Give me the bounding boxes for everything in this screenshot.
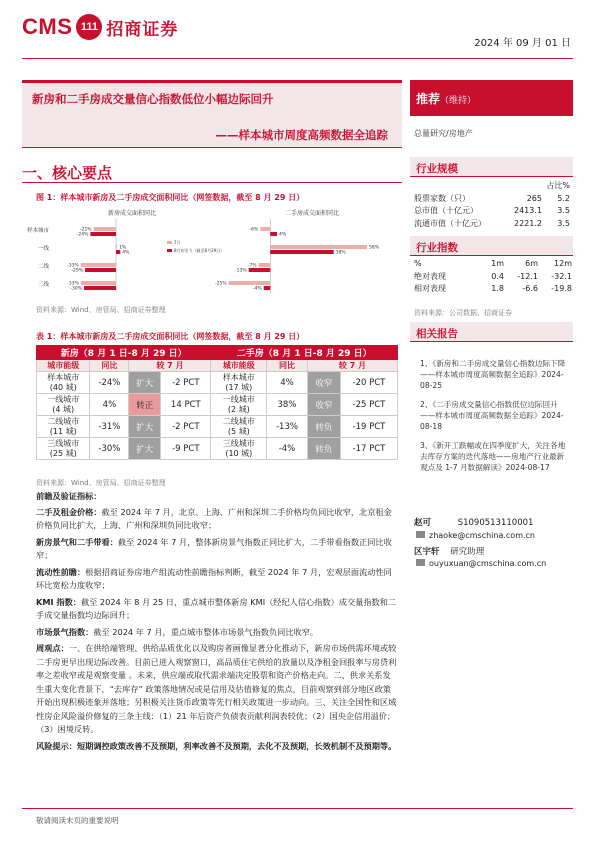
analyst1-id: S1090513110001 [457,518,534,528]
analyst2-name: 区宇轩 [414,547,440,557]
bar-aug [84,286,116,290]
index-cell: -19.8 [551,284,572,293]
rating-label: 推荐 [416,92,441,106]
category-label: 二线 [37,264,49,270]
p5-label: 市场景气指数： [36,626,94,637]
yoy-table [36,345,398,460]
charts-svg [22,205,402,300]
industry-row [414,218,572,231]
bar-aug [116,250,120,254]
subhead-indicators: 前瞻及验证指标： [36,491,102,501]
analyst2-email[interactable]: ouyuxuan@cmschina.com.cn [429,559,547,568]
pct-label: 占比% [546,181,570,190]
bar-jul [116,245,117,249]
table-source: 资料来源：Wind、房管局、招商证券整理 [36,479,166,487]
industry-row [414,193,572,206]
cell-sec-city: 三线城市 (10 城) [211,438,267,460]
industry-pct: 3.5 [557,218,570,228]
category-label: 一线 [37,246,49,252]
section-divider [22,182,402,183]
index-cell: -12.1 [517,271,538,281]
cell-sec-yoy: 38% [267,394,308,416]
th-yoy: 同比 [90,360,129,372]
analyst1-email[interactable]: zhaoke@cmschina.com.cn [429,531,535,540]
p2-label: 新房景气和二手带看： [36,536,118,547]
figure-caption: 图 1：样本城市新房及二手房成交面积同比（网签数据，截至 8 月 29 日） [36,193,305,202]
index-cell: -32.1 [551,271,572,281]
index-cell: -6.6 [522,284,538,293]
report-link[interactable]: 3、《新开工跌幅或在四季度扩大，关注各地去库存方案的迭代落地——房地产行业最新观点及 1-7 月数据解读》2024-08-17 [420,441,566,472]
cell-new-pct: -2 PCT [161,416,211,438]
data-label: 4% [122,250,130,256]
cell-sec-pct: -20 PCT [340,372,397,394]
cell-sec-trend: 转负 [307,438,340,460]
data-label: -29% [71,268,84,274]
analyst-1 [414,516,533,528]
report-title: 新房和二手房成交量信心指数低位小幅边际回升 [32,92,274,106]
bar-jul [260,227,270,231]
data-label: -6% [249,227,259,233]
index-header [414,258,572,271]
th-vs: 较 7 月 [307,360,397,372]
industry-heading: 行业规模 [410,157,573,177]
p5-text: 截至 2024 年 7 月，重点城市整体市场景气指数负同比收窄。 [93,626,319,637]
legend-swatch [167,241,172,244]
industry-value: 2221.2 [514,218,542,228]
index-cell: 相对表现 [414,284,446,293]
th-city: 城市能级 [37,360,90,372]
index-heading: 行业指数 [410,236,573,256]
chart-title: 二手房成交面积同比 [284,210,340,217]
data-label: -33% [67,263,79,269]
report-date: 2024 年 09 月 01 日 [474,38,571,49]
table-row [37,372,398,394]
index-cell: 绝对表现 [414,271,446,281]
section-heading: 一、核心要点 [22,164,113,182]
legend-swatch [167,249,172,252]
report-link[interactable]: 2、《二手房成交量信心指数低位边际回升——样本城市周度高频数据全追踪》2024-08-18 [420,400,564,431]
analyst2-email-row[interactable] [416,559,546,568]
data-label: 4% [279,232,287,238]
email-icon [416,531,425,538]
cell-new-city: 一线城市 (4 城) [37,394,90,416]
email-icon [416,559,425,566]
index-head-cell: 6m [525,259,538,268]
data-label: -7% [247,263,257,269]
cell-new-trend: 扩大 [129,416,161,438]
index-cell: 0.4 [491,271,504,281]
data-label: 38% [335,250,346,256]
cell-new-city: 二线城市 (11 城) [37,416,90,438]
p3-label: 流动性前瞻： [36,566,86,577]
cell-sec-yoy: 4% [267,372,308,394]
rating-category: 总量研究/房地产 [414,129,473,138]
category-label: 样本城市 [26,228,49,234]
cell-sec-city: 二线城市 (5 城) [211,416,267,438]
p3-text: 根据招商证券房地产组流动性前瞻指标判断，截至 2024 年 7 月，宏观层面流动性同环比宽松力度收窄； [36,566,392,590]
index-cell: 1.8 [491,284,504,293]
index-stats [414,258,572,296]
cell-new-yoy: -24% [90,372,129,394]
company-logo [22,14,178,40]
reports-heading: 相关报告 [410,322,573,342]
bar-jul [229,281,271,285]
footer-divider [22,808,573,809]
figure-source: 资料来源：Wind、房管局、招商证券整理 [36,306,166,314]
cell-new-trend: 扩大 [129,438,161,460]
data-label: 1% [119,245,127,251]
data-label: -21% [79,227,92,233]
table-caption: 表 1：样本城市新房及二手房成交面积同比（网签数据，截至 8 月 29 日） [36,332,305,341]
p7-label: 风险提示： [36,740,77,751]
index-head-cell: 12m [554,259,572,268]
data-label: -30% [70,286,82,292]
bar-jul [81,263,116,267]
p7-text: 短期调控政策改善不及预期，利率改善不及预期，去化不及预期，长效机制不及预期等。 [76,740,397,751]
data-label: 58% [369,245,380,251]
p1-label: 二手及租金价格： [36,506,102,517]
cell-sec-city: 样本城市 (17 城) [211,372,267,394]
p6-text: 一、在供给端管理、供给品质优化以及购房者画像显著分化推动下，新房市场供需环境或较二手房更早出现边际改善。目前已进入观察窗口，高品质住宅供给的放量以及净租金回报率与房贷利率之差收窄或是观察变量 。未来，供应端或取代需求端决定股票和资产价格走向。二、供求关系发生重大变化背景下，“去库存” 政策落地情况或是信用及估值修复的焦点，目前观察到部分地区政策开始出现积极迹象并落地；另积极关注货币政策等先行相关政策进一步动向。三、关注全国性和区域性房企风险溢价修复的三条主线：（1）21 年后资产负债表贡献利润表较优；（2）国央企信用溢价；（3）困境反转。 [36,643,397,734]
industry-key: 总市值（十亿元） [414,206,478,215]
cell-sec-yoy: -13% [267,416,308,438]
report-subtitle: ——样本城市周度高频数据全追踪 [215,128,388,142]
cell-new-city: 三线城市 (25 城) [37,438,90,460]
th-yoy: 同比 [267,360,308,372]
rating-sub: （维持） [440,96,477,106]
industry-value: 265 [526,193,542,203]
cell-sec-trend: 收窄 [307,372,340,394]
cell-new-city: 样本城市 (40 城) [37,372,90,394]
index-head-cell: 1m [491,259,504,268]
analyst1-email-row[interactable] [416,531,535,540]
th-city: 城市能级 [211,360,267,372]
footer-note: 敬请阅读末页的重要说明 [36,816,119,825]
bar-jul [259,263,271,267]
legend-label: 8月初至今（截至8月29日） [174,248,225,253]
data-label: -33% [67,281,79,287]
cell-new-pct: -2 PCT [161,372,211,394]
header-divider [22,58,573,59]
cell-sec-yoy: -4% [267,438,308,460]
cell-sec-pct: -25 PCT [340,394,397,416]
data-label: -24% [76,232,89,238]
p6-label: 周观点： [36,643,69,653]
industry-value: 2413.1 [514,206,542,215]
report-link[interactable]: 1、《新房和二手房成交量信心指数边际下降——样本城市周度高频数据全追踪》2024-08-25 [420,359,566,390]
industry-stats [414,180,572,230]
index-source: 资料来源：公司数据、招商证券 [414,309,512,317]
bar-jul [270,245,367,249]
data-label: -25% [215,281,227,287]
index-row [414,271,572,284]
logo-cms: CMS [22,14,73,39]
p4-label: KMI 指数： [36,596,81,607]
p4-text: 截至 2024 年 8 月 25 日，重点城市整体新房 KMI（经纪人信心指数）成交量指数和二手成交量指数均边际回升； [36,596,397,620]
th-vs: 较 7 月 [129,360,211,372]
legend-label: 7月 [174,240,181,245]
cell-sec-pct: -19 PCT [340,416,397,438]
data-label: -13% [235,268,247,274]
analyst2-role: 研究助理 [450,547,485,557]
table-row [37,394,398,416]
cell-sec-trend: 转负 [307,416,340,438]
p1-text: 截至 2024 年 7 月，北京、上海、广州和深圳二手价格均负同比收窄，北京租金价格负同比扩大，上海、广州和深圳负同比收窄； [36,506,392,530]
body-text [36,490,398,753]
industry-key: 股票家数（只） [414,193,470,203]
logo-circle-icon: 111 [76,14,102,40]
bar-aug [264,286,271,290]
bar-aug [270,250,333,254]
cell-sec-city: 一线城市 (2 城) [211,394,267,416]
bar-jul [94,227,116,231]
index-row [414,283,572,296]
cell-new-yoy: -30% [90,438,129,460]
logo-cn: 招商证券 [106,19,179,40]
bar-aug [249,268,271,272]
category-label: 三线 [37,282,49,288]
industry-pct: 3.5 [557,206,570,215]
index-head-cell: % [414,259,422,268]
cell-sec-pct: -17 PCT [340,438,397,460]
data-label: -4% [252,286,262,292]
table-row [37,438,398,460]
analyst1-name: 赵可 [414,518,432,528]
industry-key: 流通市值（十亿元） [414,218,486,228]
reports-list [420,358,570,481]
table-new-title: 新房（8 月 1 日-8 月 29 日） [37,346,211,360]
cell-new-yoy: -31% [90,416,129,438]
bar-jul [81,281,116,285]
industry-pct: 5.2 [557,193,570,203]
table-row [37,416,398,438]
figure-charts [22,205,402,300]
bar-aug [85,268,116,272]
bar-aug [270,232,277,236]
p2-text: 截至 2024 年 7 月，整体新房景气指数正同比扩大，二手带看指数正同比收窄； [36,536,392,560]
cell-new-pct: -9 PCT [161,438,211,460]
title-banner [22,80,402,148]
analyst-2 [414,545,484,557]
bar-aug [90,232,116,236]
cell-new-yoy: 4% [90,394,129,416]
cell-new-trend: 扩大 [129,372,161,394]
cell-new-pct: 14 PCT [161,394,211,416]
cell-sec-trend: 收窄 [307,394,340,416]
industry-row [414,205,572,218]
rating-box [410,80,573,116]
cell-new-trend: 转正 [129,394,161,416]
chart-title: 新房成交面积同比 [107,210,157,217]
table-sec-title: 二手房（8 月 1 日-8 月 29 日） [211,346,398,360]
